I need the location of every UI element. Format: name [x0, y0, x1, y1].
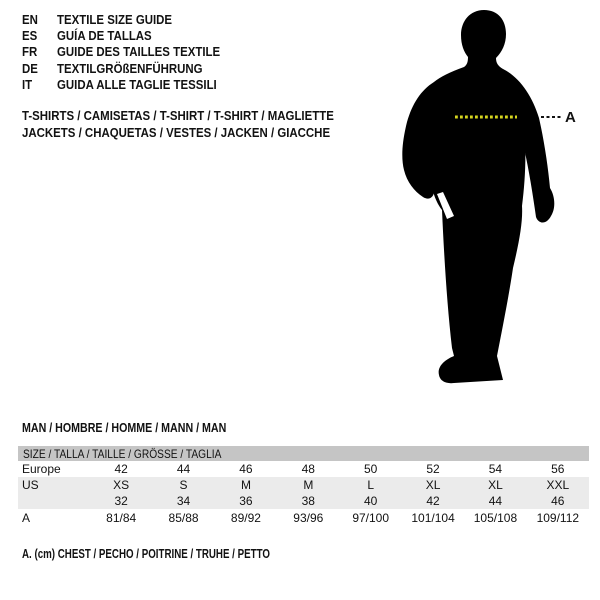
table-cell: XL [488, 478, 503, 492]
table-cell: 46 [551, 494, 565, 508]
language-title: GUIDA ALLE TAGLIE TESSILI [57, 77, 217, 93]
table-cell: S [179, 478, 188, 492]
table-cell: M [303, 478, 314, 492]
table-row-us [18, 477, 589, 493]
table-cell: 54 [488, 462, 503, 476]
table-cell: 48 [301, 462, 315, 476]
language-code: EN [22, 11, 38, 27]
table-row-europe [18, 461, 589, 477]
man-figure [390, 0, 590, 400]
table-cell: 42 [426, 494, 440, 508]
table-cell: 44 [176, 462, 191, 476]
garment-categories [22, 108, 376, 142]
language-row [22, 27, 242, 43]
table-cell: 42 [114, 462, 128, 476]
language-row [22, 77, 242, 93]
language-code: DE [22, 60, 38, 76]
table-cell: 85/88 [168, 511, 199, 525]
table-cell: 44 [488, 494, 503, 508]
category-jackets: JACKETS / CHAQUETAS / VESTES / JACKEN / GIACCHE [22, 125, 331, 140]
table-cell: 81/84 [106, 511, 137, 525]
table-cell: 38 [301, 494, 315, 508]
language-list [22, 11, 242, 93]
language-row [22, 60, 242, 76]
category-tshirts: T-SHIRTS / CAMISETAS / T-SHIRT / T-SHIRT / MAGLIETTE [22, 108, 334, 123]
language-code: IT [22, 77, 33, 93]
table-cell: 101/104 [411, 511, 455, 525]
size-table-header: SIZE / TALLA / TAILLE / GRÖSSE / TAGLIA [18, 446, 589, 461]
table-cell: 52 [426, 462, 440, 476]
size-table [18, 446, 589, 527]
language-title: GUÍA DE TALLAS [57, 28, 152, 44]
table-cell: 50 [364, 462, 378, 476]
table-cell: XS [113, 478, 130, 492]
row-label: A [22, 511, 31, 525]
table-row-chest-cm [18, 509, 589, 527]
table-cell: XL [425, 478, 441, 492]
language-row [22, 44, 242, 60]
language-code: FR [22, 44, 38, 60]
table-cell: 36 [239, 494, 253, 508]
row-label: Europe [22, 462, 61, 476]
table-cell: 56 [551, 462, 565, 476]
table-cell: 109/112 [536, 511, 580, 525]
section-title-man: MAN / HOMBRE / HOMME / MANN / MAN [22, 420, 227, 435]
language-row [22, 11, 242, 27]
table-cell: 89/92 [230, 511, 261, 525]
language-code: ES [22, 28, 38, 44]
table-cell: 34 [176, 494, 191, 508]
table-cell: L [367, 478, 375, 492]
table-cell: 32 [114, 494, 128, 508]
table-cell: M [240, 478, 251, 492]
row-label: US [22, 478, 39, 492]
table-cell: XXL [546, 478, 570, 492]
table-cell: 97/100 [352, 511, 390, 525]
language-title: TEXTILGRÖßENFÜHRUNG [57, 60, 203, 76]
language-title: GUIDE DES TAILLES TEXTILE [57, 44, 221, 60]
table-cell: 40 [364, 494, 378, 508]
table-cell: 105/108 [473, 511, 518, 525]
measurement-footnote: A. (cm) CHEST / PECHO / POITRINE / TRUHE / PETTO [22, 546, 270, 561]
table-cell: 93/96 [293, 511, 324, 525]
measure-label-a: A [565, 109, 576, 126]
man-silhouette-svg [390, 0, 590, 400]
language-title: TEXTILE SIZE GUIDE [57, 11, 173, 27]
table-row-numeric [18, 493, 589, 509]
table-cell: 46 [239, 462, 253, 476]
